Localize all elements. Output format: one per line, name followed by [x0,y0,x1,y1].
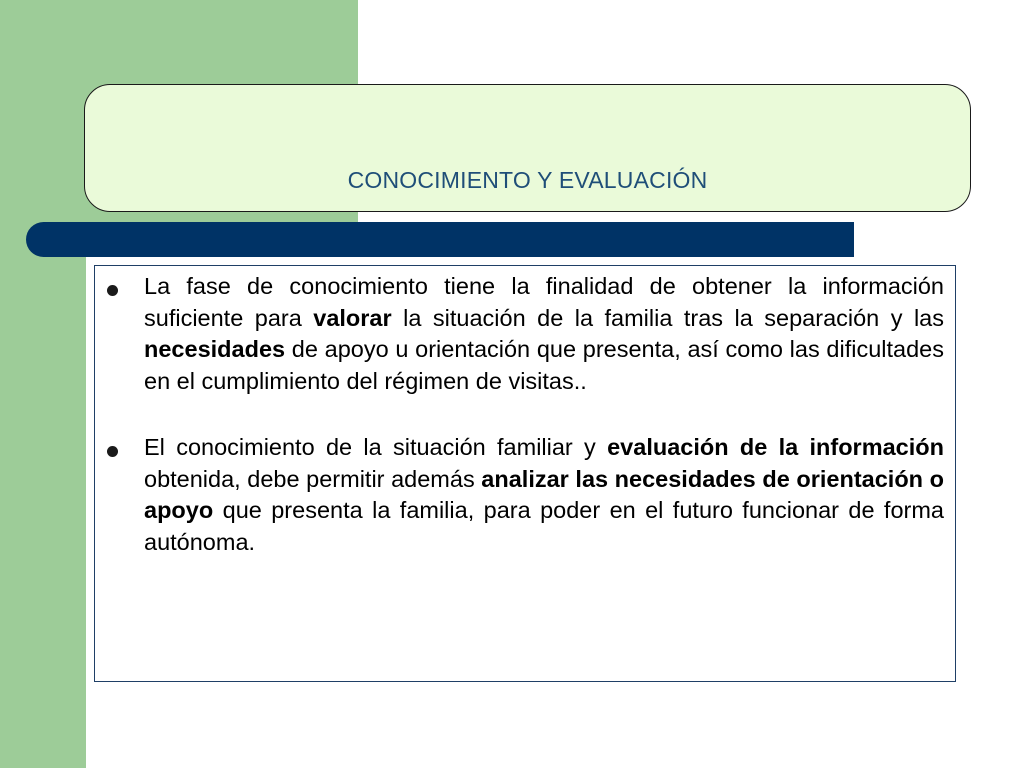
content-box [94,265,956,682]
text-segment: El conocimiento de la situación familiar y [144,434,608,460]
bold-term-valorar: valorar [313,304,392,331]
bullet-item [95,271,955,397]
bullet-dot-icon [107,446,118,457]
text-segment: la situación de la familia tras la separación y las [391,304,944,331]
bold-term-analizar: analizar las necesidades de orientación o apoyo [144,465,944,523]
text-segment: de apoyo u orientación que presenta, así como las dificultades en el cumplimiento del régimen de visitas.. [144,336,944,394]
bullet-item [95,432,955,558]
text-segment: que presenta la familia, para poder en el futuro funcionar de forma autónoma. [144,497,944,555]
bullet-text [144,432,944,558]
slide-title: CONOCIMIENTO Y EVALUACIÓN [347,167,708,193]
title-box [84,84,971,212]
bold-term-evaluacion: evaluación de la información [607,434,944,460]
bullet-dot-icon [107,285,118,296]
bullet-text [144,271,944,397]
navy-divider-bar [26,222,854,257]
text-segment: obtenida, debe permitir además [144,465,482,492]
text-segment: La fase de conocimiento tiene la finalidad de obtener la información suficiente para [144,273,944,331]
bold-term-necesidades: necesidades [144,336,286,362]
